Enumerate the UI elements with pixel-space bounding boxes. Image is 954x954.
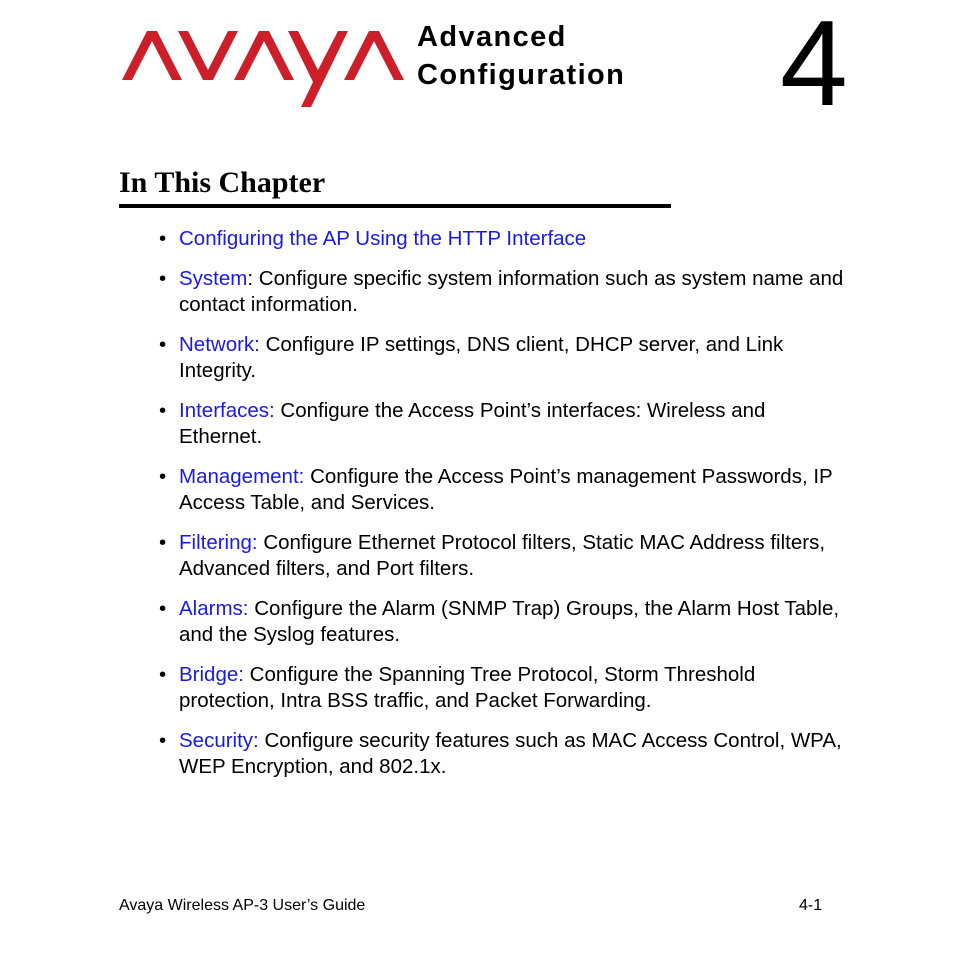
topic-description: Configure the Spanning Tree Protocol, Storm Threshold protection, Intra BSS traffic, and Packet Forwarding. [179,663,756,712]
bullet: • [159,399,167,422]
avaya-logo [122,27,404,111]
bullet: • [159,465,167,488]
topic-security [159,728,849,780]
topic-link[interactable]: Bridge: [179,663,244,686]
topic-link[interactable]: Configuring the AP Using the HTTP Interface [179,227,587,250]
topic-http-interface [159,226,849,252]
chapter-topics-list [159,226,849,780]
section-heading: In This Chapter [119,166,326,199]
topic-link[interactable]: Interfaces: [179,399,275,422]
topic-sep: : [247,267,259,290]
topic-description: Configure specific system information such as system name and contact information. [179,267,844,316]
bullet: • [159,729,167,752]
topic-alarms [159,596,849,648]
section-divider [119,204,671,208]
footer-guide-title: Avaya Wireless AP-3 User’s Guide [119,897,366,914]
topic-description: Configure the Access Point’s management Passwords, IP Access Table, and Services. [179,465,833,514]
topic-description: Configure the Access Point’s interfaces: Wireless and Ethernet. [179,399,766,448]
topic-link[interactable]: Management: [179,465,305,488]
topic-link[interactable]: Security: [179,729,259,752]
topic-management [159,464,849,516]
topic-bridge [159,662,849,714]
topic-description: Configure security features such as MAC Access Control, WPA, WEP Encryption, and 802.1x. [179,729,842,778]
bullet: • [159,531,167,554]
chapter-title-line2: Configuration [417,59,626,91]
topic-description: Configure Ethernet Protocol filters, Static MAC Address filters, Advanced filters, and Port filters. [179,531,826,580]
bullet: • [159,227,167,250]
topic-link[interactable]: System [179,267,248,290]
bullet: • [159,597,167,620]
chapter-title-line1: Advanced [417,21,567,53]
topic-link[interactable]: Network: [179,333,260,356]
footer-page-number: 4-1 [799,897,823,914]
chapter-number: 4 [780,0,848,131]
topic-network [159,332,849,384]
topic-filtering [159,530,849,582]
topic-system [159,266,849,318]
chapter-title [417,18,625,94]
topic-description: Configure IP settings, DNS client, DHCP server, and Link Integrity. [179,333,784,382]
topic-link[interactable]: Alarms: [179,597,249,620]
bullet: • [159,663,167,686]
topic-interfaces [159,398,849,450]
avaya-logo-mark [122,27,404,111]
bullet: • [159,267,167,290]
bullet: • [159,333,167,356]
topic-description: Configure the Alarm (SNMP Trap) Groups, the Alarm Host Table, and the Syslog features. [179,597,840,646]
topic-link[interactable]: Filtering: [179,531,258,554]
